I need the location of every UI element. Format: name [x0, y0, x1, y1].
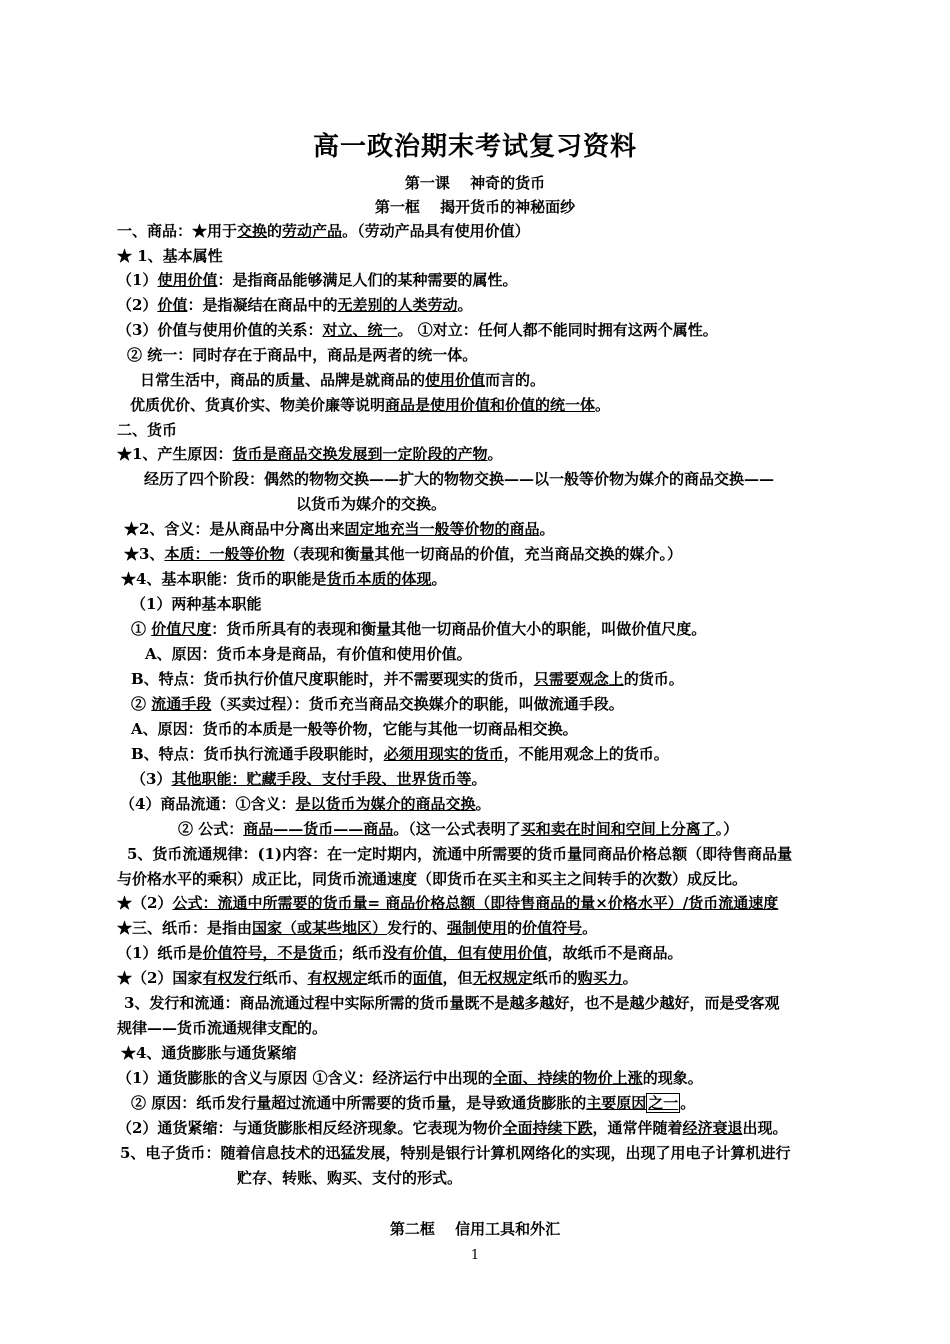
- line-currency-heading: 二、货币: [117, 421, 178, 439]
- line-basic-attributes: ★ 1、基本属性: [117, 247, 223, 265]
- line-commodity: 一、商品：★用于交换的劳动产品。（劳动产品具有使用价值）: [117, 222, 530, 240]
- frame-heading-2: 第二框 信用工具和外汇: [389, 1220, 561, 1238]
- line-use-value: （1）使用价值：是指商品能够满足人们的某种需要的属性。: [117, 271, 518, 289]
- page-number: 1: [470, 1248, 480, 1263]
- line-circulation-formula: ★（2）公式：流通中所需要的货币量= 商品价格总额（即待售商品的量×价格水平）/货币流通速度: [117, 894, 779, 912]
- line-deflation: （2）通货紧缩：与通货膨胀相反经济现象。它表现为物价全面持续下跌，通常伴随着经济衰退出现。: [117, 1119, 788, 1137]
- line-origin: ★1、产生原因：货币是商品交换发展到一定阶段的产物。: [117, 445, 503, 463]
- line-formula: ② 公式：商品——货币——商品。（这一公式表明了买和卖在时间和空间上分离了。）: [178, 820, 739, 838]
- line-relation: （3）价值与使用价值的关系：对立、统一。 ①对立：任何人都不能同时拥有这两个属性。: [117, 321, 718, 339]
- line-value: （2）价值：是指凝结在商品中的无差别的人类劳动。: [117, 296, 473, 314]
- line-functions: ★4、基本职能：货币的职能是货币本质的体现。: [121, 570, 447, 588]
- line-inflation-cause: ② 原因：纸币发行量超过流通中所需要的货币量，是导致通货膨胀的主要原因 之一 。: [131, 1094, 696, 1112]
- line-vm-reason: A、原因：货币本身是商品，有价值和使用价值。: [145, 645, 472, 663]
- line-quality-price: 优质优价、货真价实、物美价廉等说明商品是使用价值和价值的统一体。: [130, 396, 611, 414]
- line-paper-value-symbol: （1）纸币是价值符号，不是货币；纸币没有价值，但有使用价值，故纸币不是商品。: [117, 944, 683, 962]
- line-state-rights: ★（2）国家有权发行纸币、有权规定纸币的面值，但无权规定纸币的购买力。: [117, 969, 638, 987]
- line-circulation-means: ② 流通手段（买卖过程）：货币充当商品交换媒介的职能，叫做流通手段。: [131, 695, 624, 713]
- line-cm-feature: B、特点：货币执行流通手段职能时，必须用现实的货币，不能用观念上的货币。: [131, 745, 669, 763]
- line-circulation-law-cont: 与价格水平的乘积）成正比，同货币流通速度（即货币在买主和买主之间转手的次数）成反比。: [117, 870, 748, 888]
- line-inflation-meaning: （1）通货膨胀的含义与原因 ①含义：经济运行中出现的全面、持续的物价上涨的现象。: [117, 1069, 703, 1087]
- line-cm-reason: A、原因：货币的本质是一般等价物，它能与其他一切商品相交换。: [131, 720, 578, 738]
- line-other-functions: （3）其他职能：贮藏手段、支付手段、世界货币等。: [131, 770, 487, 788]
- line-four-stages-cont: 以货币为媒介的交换。: [296, 495, 447, 513]
- line-vm-feature: B、特点：货币执行价值尺度职能时，并不需要现实的货币，只需要观念上的货币。: [131, 670, 684, 688]
- line-daily-life: 日常生活中，商品的质量、品牌是就商品的使用价值而言的。: [140, 371, 546, 389]
- line-value-measure: ① 价值尺度：货币所具有的表现和衡量其他一切商品价值大小的职能，叫做价值尺度。: [131, 620, 707, 638]
- line-meaning: ★2、含义：是从商品中分离出来固定地充当一般等价物的商品。: [124, 520, 555, 538]
- line-issuance: 3、发行和流通：商品流通过程中实际所需的货币量既不是越多越好，也不是越少越好，而是受客观: [124, 994, 780, 1012]
- line-commodity-circulation: （4）商品流通：①含义：是以货币为媒介的商品交换。: [120, 795, 491, 813]
- line-essence: ★3、本质：一般等价物（表现和衡量其他一切商品的价值，充当商品交换的媒介。）: [124, 545, 682, 563]
- line-four-stages: 经历了四个阶段：偶然的物物交换——扩大的物物交换——以一般等价物为媒介的商品交换——: [144, 470, 775, 488]
- line-two-functions: （1）两种基本职能: [131, 595, 262, 613]
- line-e-money-cont: 贮存、转账、购买、支付的形式。: [237, 1169, 463, 1187]
- lesson-heading: 第一课 神奇的货币: [404, 174, 546, 192]
- line-inflation-heading: ★4、通货膨胀与通货紧缩: [121, 1044, 297, 1062]
- line-circulation-law: 5、货币流通规律：(1)内容：在一定时期内，流通中所需要的货币量同商品价格总额（即待售商品量: [127, 845, 793, 863]
- line-e-money: 5、电子货币：随着信息技术的迅猛发展，特别是银行计算机网络化的实现，出现了用电子计算机进行: [120, 1144, 791, 1162]
- frame-heading-1: 第一框 揭开货币的神秘面纱: [374, 198, 576, 216]
- document-title: 高一政治期末考试复习资料: [312, 132, 637, 162]
- line-paper-money: ★三、纸币：是指由国家（或某些地区）发行的、强制使用的价值符号。: [117, 919, 598, 937]
- line-unity: ② 统一：同时存在于商品中，商品是两者的统一体。: [127, 346, 478, 364]
- line-issuance-cont: 规律——货币流通规律支配的。: [117, 1019, 328, 1037]
